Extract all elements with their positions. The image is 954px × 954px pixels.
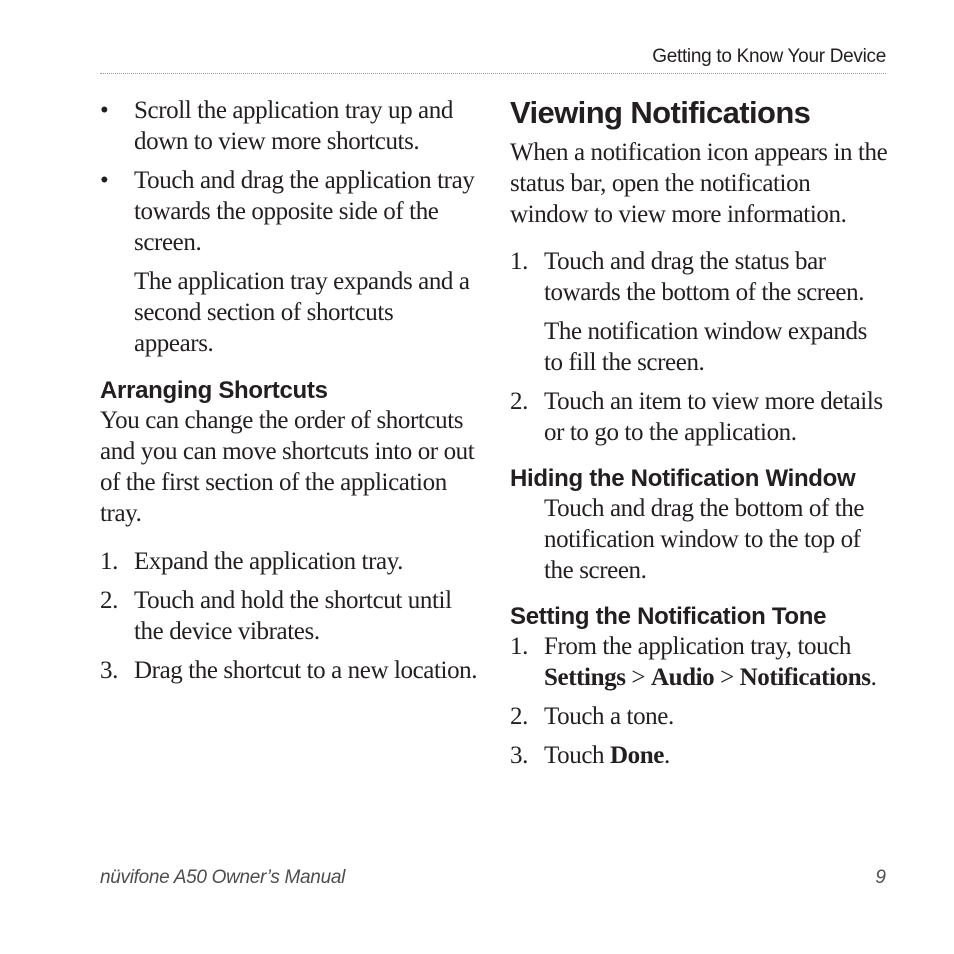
- step-item: [100, 546, 478, 577]
- step-text: [544, 631, 888, 693]
- section-heading-viewing: Viewing Notifications: [510, 95, 811, 130]
- step-text: Touch a tone.: [544, 703, 674, 730]
- step-text-suffix: .: [870, 664, 877, 691]
- step-text: Touch and hold the shortcut until the device vibrates.: [134, 587, 452, 645]
- step-number: 1.: [510, 633, 528, 660]
- step-text-prefix: From the application tray, touch: [544, 633, 852, 660]
- step-text: Touch and drag the status bar towards the bottom of the screen.: [544, 248, 865, 306]
- step-item: [510, 631, 888, 693]
- step-text: Expand the application tray.: [134, 548, 404, 575]
- bullet-marker: •: [100, 167, 109, 194]
- right-column: [510, 95, 888, 771]
- bullet-note: The application tray expands and a second section of shortcuts appears.: [134, 268, 470, 357]
- step-text: Drag the shortcut to a new location.: [134, 657, 478, 684]
- step-item: [510, 740, 888, 771]
- menu-path-separator: >: [714, 664, 740, 691]
- step-number: 2.: [510, 388, 528, 415]
- section-heading-arranging: Arranging Shortcuts: [100, 377, 328, 404]
- menu-path-separator: >: [625, 664, 651, 691]
- done-button-label: Done: [609, 742, 664, 769]
- menu-path-audio: Audio: [650, 664, 715, 691]
- bullet-item: [100, 95, 478, 157]
- bullet-text: Scroll the application tray up and down to view more shortcuts.: [134, 97, 453, 155]
- header-divider: [100, 73, 886, 74]
- menu-path-notifications: Notifications: [739, 664, 871, 691]
- step-item: [510, 386, 888, 448]
- step-text: Touch an item to view more details or to go to the application.: [544, 388, 883, 446]
- hiding-text: Touch and drag the bottom of the notification window to the top of the screen.: [544, 495, 865, 584]
- step-number: 2.: [510, 703, 528, 730]
- section-heading-tone: Setting the Notification Tone: [510, 603, 827, 630]
- step-item: [100, 585, 478, 647]
- viewing-intro: When a notification icon appears in the status bar, open the notification window to view more information.: [510, 139, 888, 228]
- step-item: [100, 655, 478, 686]
- step-number: 1.: [100, 548, 118, 575]
- section-heading-hiding: Hiding the Notification Window: [510, 465, 856, 492]
- running-header: Getting to Know Your Device: [652, 46, 886, 67]
- step-text: [544, 740, 888, 771]
- step-item: [510, 701, 888, 732]
- step-number: 3.: [510, 742, 528, 769]
- left-column: [100, 95, 478, 686]
- step-number: 3.: [100, 657, 118, 684]
- arranging-intro: You can change the order of shortcuts and you can move shortcuts into or out of the first section of the application tray.: [100, 407, 475, 527]
- step-text-prefix: Touch: [544, 742, 610, 769]
- step-text-suffix: .: [663, 742, 670, 769]
- step-item: [510, 246, 888, 308]
- step-note: The notification window expands to fill the screen.: [544, 318, 867, 376]
- step-number: 1.: [510, 248, 528, 275]
- manual-title: nüvifone A50 Owner’s Manual: [100, 867, 346, 888]
- bullet-marker: •: [100, 97, 109, 124]
- bullet-item: [100, 165, 478, 258]
- bullet-text: Touch and drag the application tray towards the opposite side of the screen.: [134, 167, 475, 256]
- page-number: 9: [875, 867, 886, 888]
- menu-path-settings: Settings: [544, 664, 626, 691]
- step-number: 2.: [100, 587, 118, 614]
